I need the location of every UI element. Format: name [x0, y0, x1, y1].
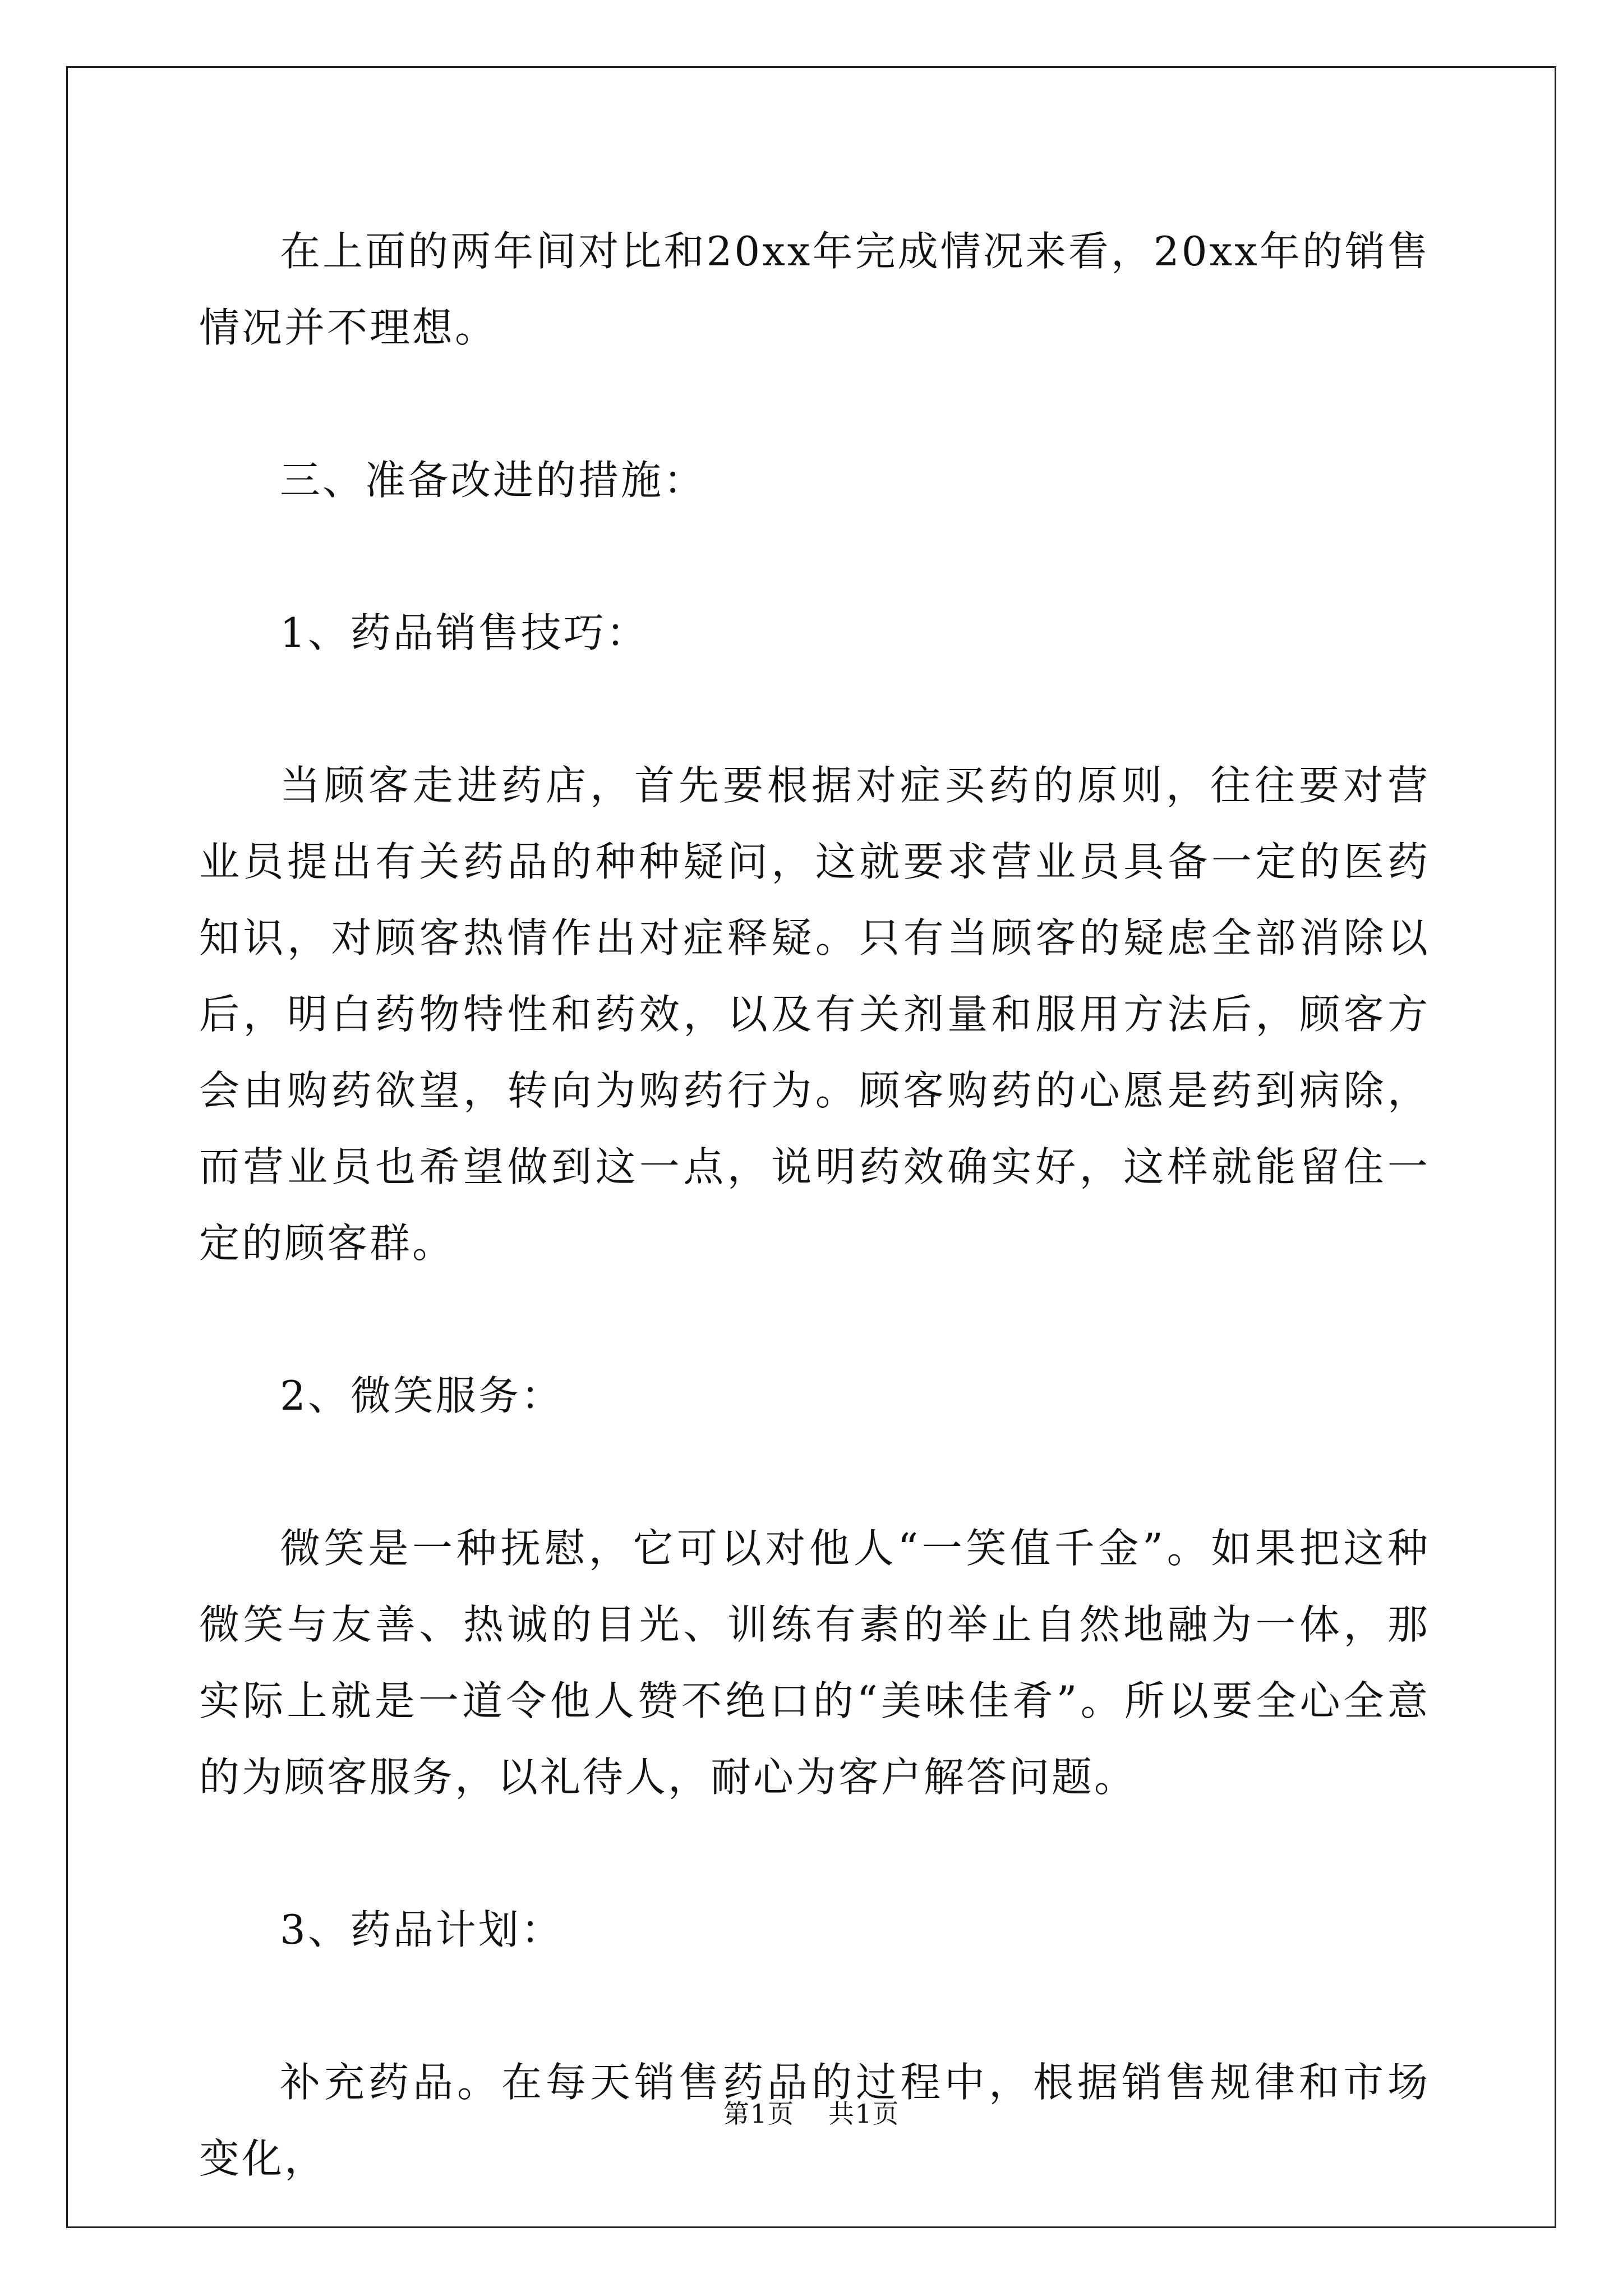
paragraph-smile-service: 微笑是一种抚慰，它可以对他人“一笑值千金”。如果把这种微笑与友善、热诚的目光、训练有素的举止自然地融为一体，那实际上就是一道令他人赞不绝口的“美味佳肴”。所以要全心全意的为顾客服务，以礼待人，耐心为客户解答问题。 — [199, 1525, 1430, 1801]
page-footer — [0, 2097, 1623, 2131]
heading-drug-plan: 3、药品计划： — [280, 1906, 564, 1953]
page-number: 第1页 — [723, 2099, 795, 2129]
page-total: 共1页 — [828, 2099, 900, 2129]
paragraph-sales-comparison: 在上面的两年间对比和20xx年完成情况来看，20xx年的销售情况并不理想。 — [199, 228, 1430, 351]
paragraph-drug-plan: 补充药品。在每天销售药品的过程中，根据销售规律和市场变化， — [199, 2059, 1430, 2182]
heading-sales-skills: 1、药品销售技巧： — [280, 609, 649, 656]
paragraph-sales-skills: 当顾客走进药店，首先要根据对症买药的原则，往往要对营业员提出有关药品的种种疑问，这就要求营业员具备一定的医药知识，对顾客热情作出对症释疑。只有当顾客的疑虑全部消除以后，明白药物特性和药效，以及有关剂量和服用方法后，顾客方会由购药欲望，转向为购药行为。顾客购药的心愿是药到病除，而营业员也希望做到这一点，说明药效确实好，这样就能留住一定的顾客群。 — [199, 762, 1430, 1267]
document-body — [199, 213, 1430, 2197]
heading-improvement-measures: 三、准备改进的措施： — [280, 457, 707, 504]
heading-smile-service: 2、微笑服务： — [280, 1372, 564, 1419]
